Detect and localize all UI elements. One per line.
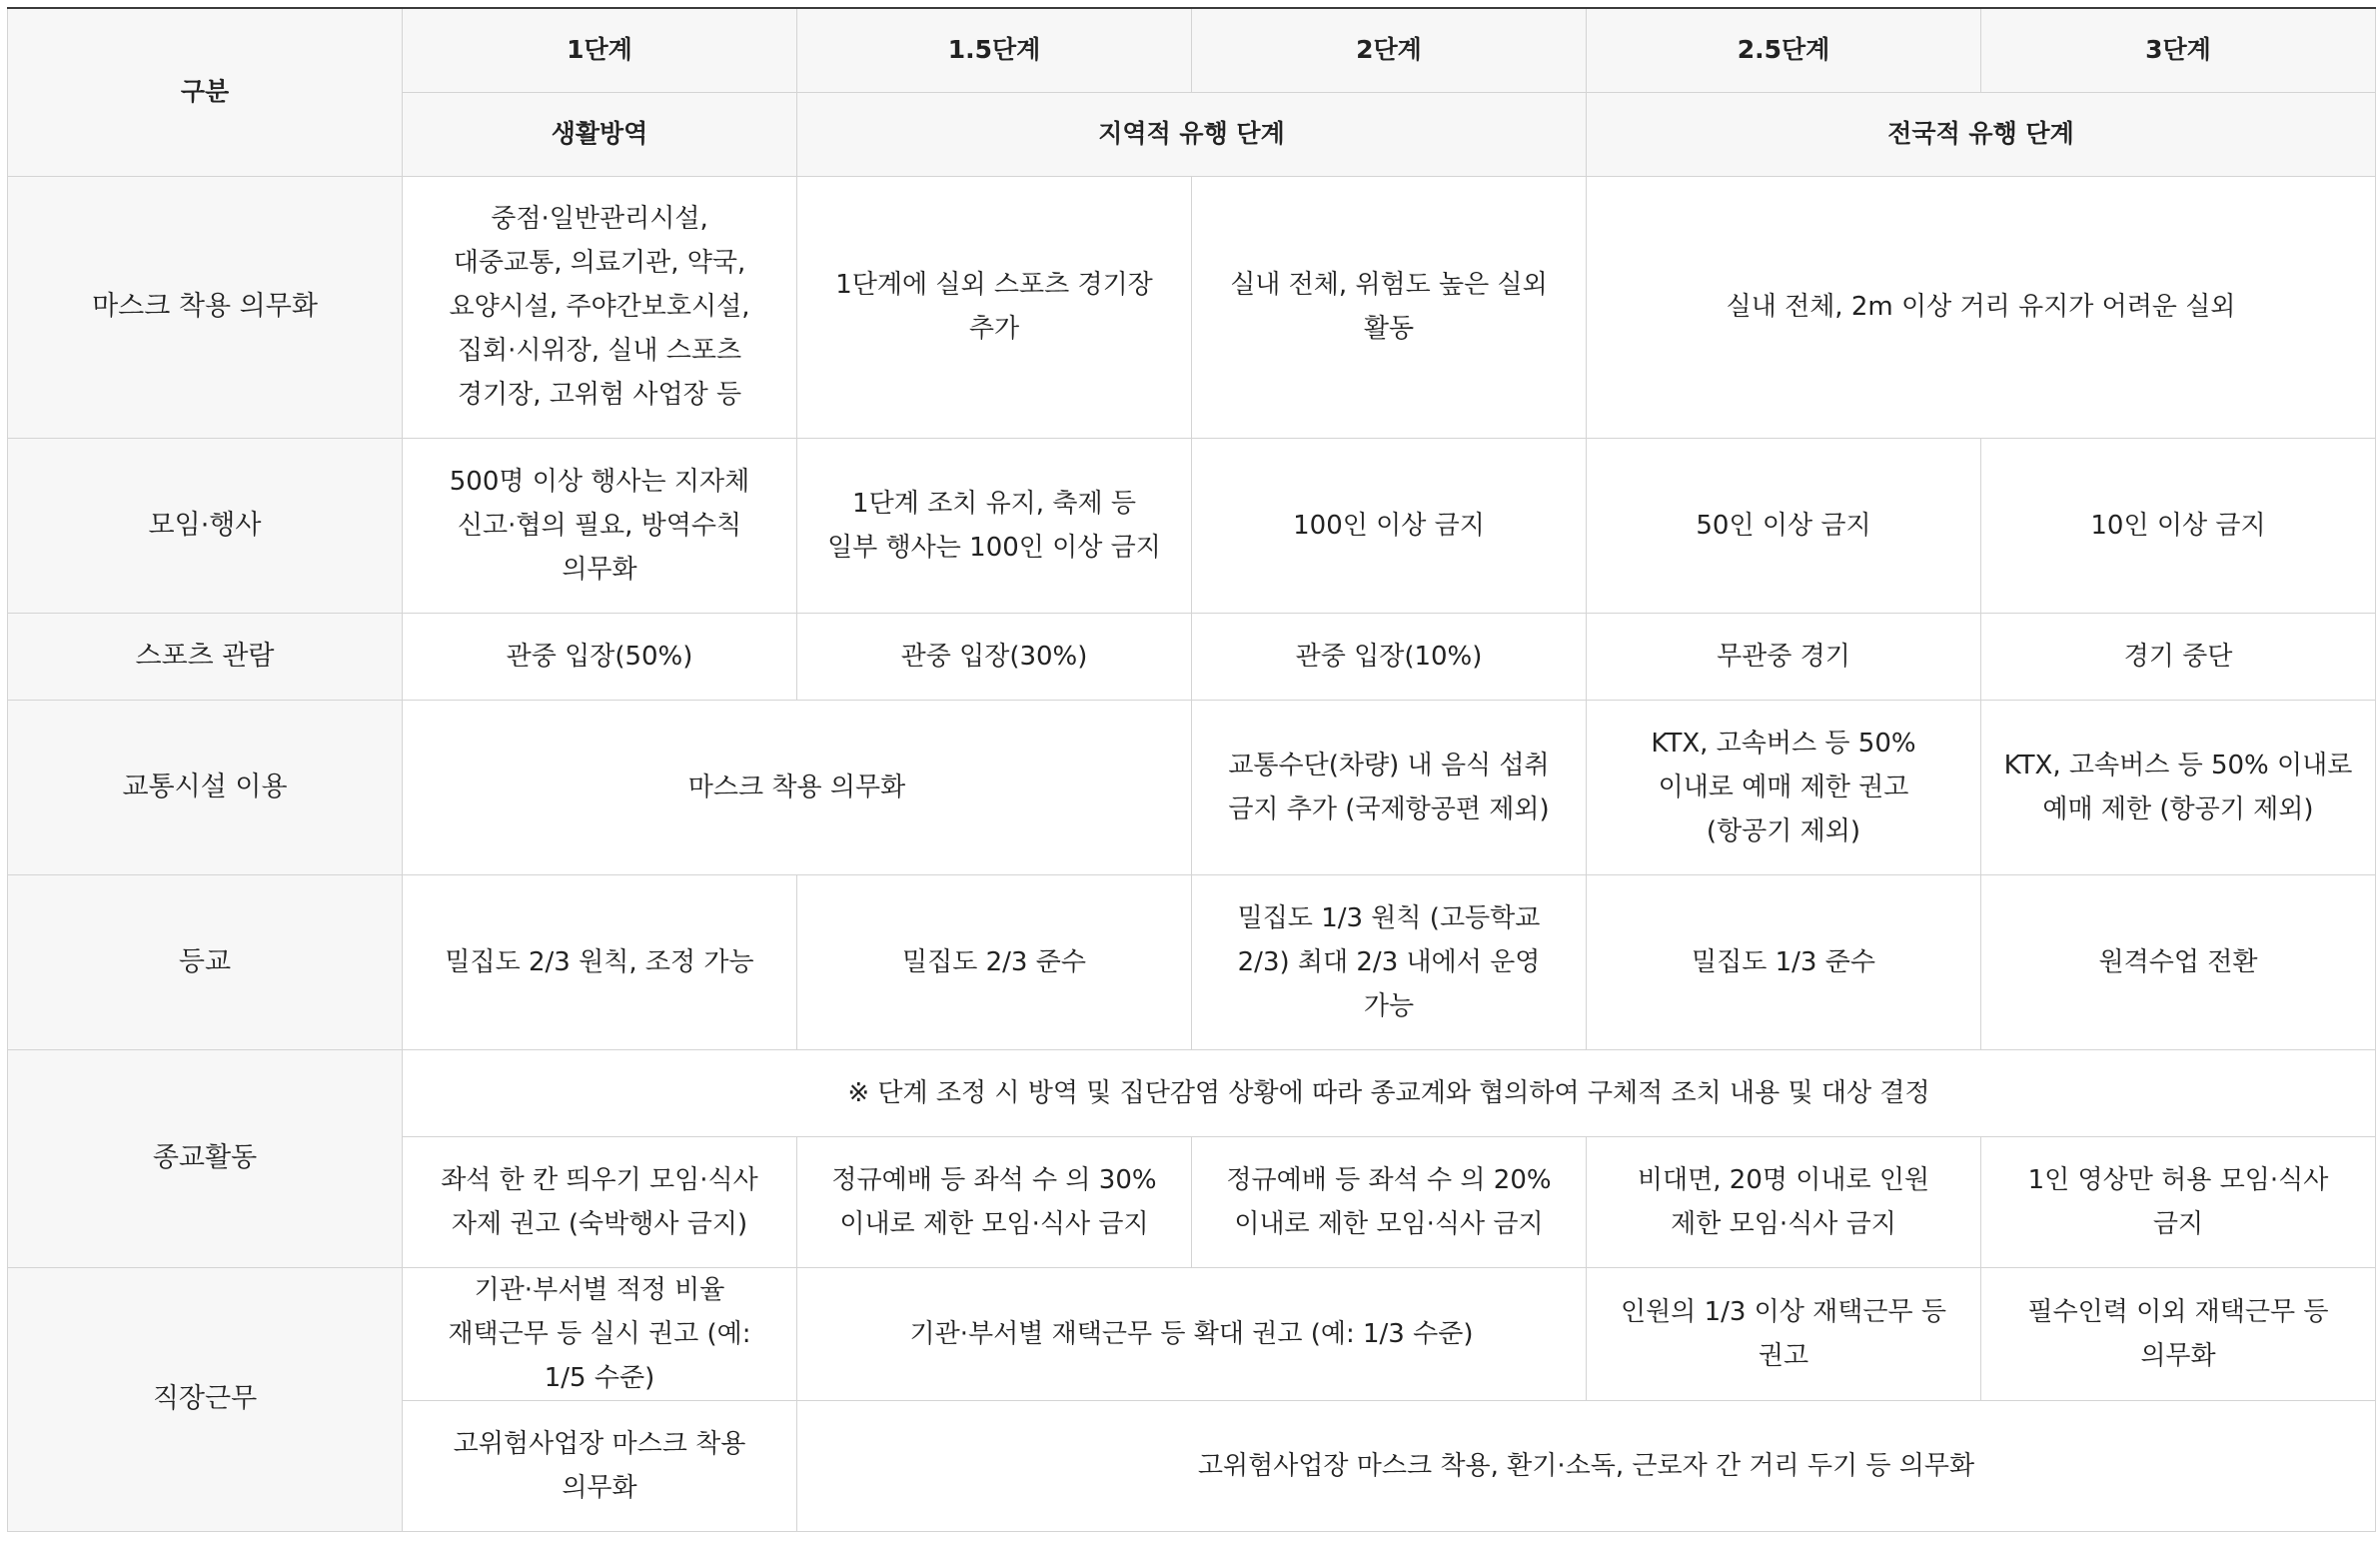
cell-gathering-level-1: 500명 이상 행사는 지자체 신고·협의 필요, 방역수칙 의무화	[403, 438, 797, 613]
cell-transport-level-3: KTX, 고속버스 등 50% 이내로 예매 제한 (항공기 제외)	[1981, 700, 2376, 874]
header-level-2: 2단계	[1192, 8, 1587, 92]
table-row	[8, 874, 2376, 1049]
header-level-1-5: 1.5단계	[797, 8, 1192, 92]
header-group-daily: 생활방역	[403, 92, 797, 176]
cell-sports-level-3: 경기 중단	[1981, 613, 2376, 700]
cell-sports-level-1: 관중 입장(50%)	[403, 613, 797, 700]
header-group-regional: 지역적 유행 단계	[797, 92, 1587, 176]
cell-mask-level-1-5: 1단계에 실외 스포츠 경기장 추가	[797, 176, 1192, 438]
cell-work-mask-level-1: 고위험사업장 마스크 착용 의무화	[403, 1400, 797, 1531]
cell-religion-level-2: 정규예배 등 좌석 수 의 20% 이내로 제한 모임·식사 금지	[1192, 1136, 1587, 1267]
header-group-national: 전국적 유행 단계	[1587, 92, 2376, 176]
table-row	[8, 700, 2376, 874]
table-row	[8, 176, 2376, 438]
cell-work-level-1: 기관·부서별 적정 비율 재택근무 등 실시 권고 (예: 1/5 수준)	[403, 1267, 797, 1400]
cell-religion-level-3: 1인 영상만 허용 모임·식사 금지	[1981, 1136, 2376, 1267]
table-row	[8, 1267, 2376, 1400]
cell-work-mask-level-1-5-3: 고위험사업장 마스크 착용, 환기·소독, 근로자 간 거리 두기 등 의무화	[797, 1400, 2376, 1531]
row-label-gathering: 모임·행사	[8, 438, 403, 613]
header-level-3: 3단계	[1981, 8, 2376, 92]
cell-religion-level-1: 좌석 한 칸 띄우기 모임·식사 자제 권고 (숙박행사 금지)	[403, 1136, 797, 1267]
cell-transport-level-2: 교통수단(차량) 내 음식 섭취 금지 추가 (국제항공편 제외)	[1192, 700, 1587, 874]
cell-religion-note: ※ 단계 조정 시 방역 및 집단감염 상황에 따라 종교계와 협의하여 구체적 조치 내용 및 대상 결정	[403, 1049, 2376, 1136]
table-row	[8, 438, 2376, 613]
cell-gathering-level-1-5: 1단계 조치 유지, 축제 등 일부 행사는 100인 이상 금지	[797, 438, 1192, 613]
cell-religion-level-1-5: 정규예배 등 좌석 수 의 30% 이내로 제한 모임·식사 금지	[797, 1136, 1192, 1267]
cell-school-level-3: 원격수업 전환	[1981, 874, 2376, 1049]
row-label-school: 등교	[8, 874, 403, 1049]
header-category: 구분	[8, 8, 403, 176]
cell-gathering-level-2-5: 50인 이상 금지	[1587, 438, 1981, 613]
row-label-sports: 스포츠 관람	[8, 613, 403, 700]
cell-gathering-level-2: 100인 이상 금지	[1192, 438, 1587, 613]
cell-school-level-2: 밀집도 1/3 원칙 (고등학교 2/3) 최대 2/3 내에서 운영 가능	[1192, 874, 1587, 1049]
row-label-religion: 종교활동	[8, 1049, 403, 1267]
cell-school-level-1-5: 밀집도 2/3 준수	[797, 874, 1192, 1049]
cell-gathering-level-3: 10인 이상 금지	[1981, 438, 2376, 613]
cell-religion-level-2-5: 비대면, 20명 이내로 인원 제한 모임·식사 금지	[1587, 1136, 1981, 1267]
cell-sports-level-2: 관중 입장(10%)	[1192, 613, 1587, 700]
cell-work-level-2-5: 인원의 1/3 이상 재택근무 등 권고	[1587, 1267, 1981, 1400]
cell-transport-level-2-5: KTX, 고속버스 등 50% 이내로 예매 제한 권고 (항공기 제외)	[1587, 700, 1981, 874]
cell-school-level-2-5: 밀집도 1/3 준수	[1587, 874, 1981, 1049]
header-row-levels	[8, 8, 2376, 92]
cell-work-level-3: 필수인력 이외 재택근무 등 의무화	[1981, 1267, 2376, 1400]
row-label-work: 직장근무	[8, 1267, 403, 1531]
header-level-1: 1단계	[403, 8, 797, 92]
header-level-2-5: 2.5단계	[1587, 8, 1981, 92]
table-row	[8, 1049, 2376, 1136]
cell-transport-level-1-1-5: 마스크 착용 의무화	[403, 700, 1192, 874]
cell-sports-level-2-5: 무관중 경기	[1587, 613, 1981, 700]
table-row	[8, 613, 2376, 700]
row-label-transport: 교통시설 이용	[8, 700, 403, 874]
cell-sports-level-1-5: 관중 입장(30%)	[797, 613, 1192, 700]
cell-mask-level-2: 실내 전체, 위험도 높은 실외 활동	[1192, 176, 1587, 438]
row-label-mask: 마스크 착용 의무화	[8, 176, 403, 438]
cell-mask-level-1: 중점·일반관리시설, 대중교통, 의료기관, 약국, 요양시설, 주야간보호시설, 집회·시위장, 실내 스포츠 경기장, 고위험 사업장 등	[403, 176, 797, 438]
cell-mask-level-2-5-3: 실내 전체, 2m 이상 거리 유지가 어려운 실외	[1587, 176, 2376, 438]
cell-work-level-1-5-2: 기관·부서별 재택근무 등 확대 권고 (예: 1/3 수준)	[797, 1267, 1587, 1400]
distancing-policy-table	[7, 7, 2376, 1532]
cell-school-level-1: 밀집도 2/3 원칙, 조정 가능	[403, 874, 797, 1049]
